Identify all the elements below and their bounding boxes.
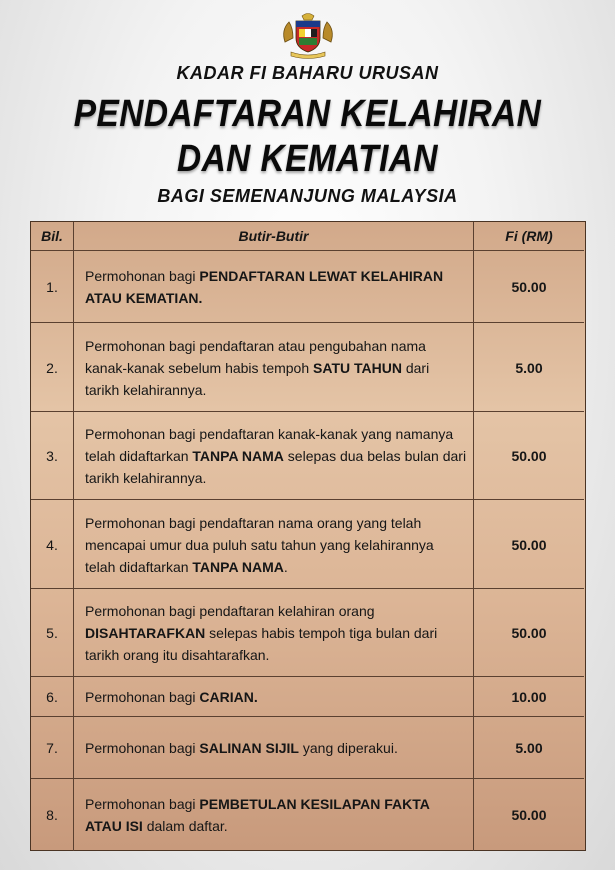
row-description [74, 412, 474, 500]
table-header-row [31, 222, 584, 250]
header-no: Bil. [31, 222, 74, 250]
row-description [74, 500, 474, 589]
title-line-3: DAN KEMATIAN [176, 138, 439, 180]
row-fee: 10.00 [511, 689, 547, 705]
description-text: Permohonan bagi [85, 689, 200, 705]
header-fee: Fi (RM) [505, 228, 553, 244]
row-number: 3. [31, 412, 74, 500]
description-emphasis: SATU TAHUN [313, 359, 402, 376]
row-description [74, 779, 474, 851]
description-text: Permohonan bagi pendaftaran nama orang yang telah mencapai umur dua puluh satu tahun yang kelahirannya telah didaftarkan [85, 514, 434, 575]
row-description [74, 717, 474, 779]
description-text: Permohonan bagi [85, 796, 200, 812]
row-fee: 5.00 [515, 740, 543, 756]
row-fee: 50.00 [511, 807, 547, 823]
description-text: yang diperakui. [299, 740, 398, 756]
row-description [74, 251, 474, 323]
table-row [31, 499, 584, 589]
row-number: 7. [31, 717, 74, 779]
row-number: 6. [31, 677, 74, 717]
title-line-4: BAGI SEMENANJUNG MALAYSIA [157, 186, 458, 206]
row-description [74, 323, 474, 412]
table-row [31, 676, 584, 717]
description-text: Permohonan bagi pendaftaran kelahiran orang [85, 603, 375, 619]
description-text: Permohonan bagi [85, 268, 200, 284]
description-text: dalam daftar. [142, 818, 228, 834]
description-emphasis: SALINAN SIJIL [199, 740, 299, 756]
row-fee: 50.00 [511, 625, 547, 641]
title-line-2: PENDAFTARAN KELAHIRAN [73, 93, 542, 135]
row-fee: 50.00 [511, 448, 547, 464]
coat-of-arms-icon [279, 12, 337, 60]
table-row [31, 322, 584, 412]
row-fee: 50.00 [511, 536, 547, 553]
row-description [74, 677, 474, 717]
description-text: . [283, 558, 288, 575]
row-number: 1. [31, 251, 74, 323]
description-emphasis: TANPA NAMA [192, 448, 284, 464]
row-description [74, 589, 474, 677]
row-number: 5. [31, 589, 74, 677]
table-row [31, 778, 584, 851]
description-text: dari tarikh kelahirannya. [85, 359, 430, 398]
row-number: 8. [31, 779, 74, 851]
description-text: selepas habis tempoh tiga bulan dari tarikh orang itu disahtarafkan. [85, 625, 438, 663]
description-text: selepas dua belas bulan dari tarikh kelahirannya. [85, 448, 467, 486]
table-row [31, 411, 584, 500]
fee-table [30, 221, 586, 851]
description-text: Permohonan bagi [85, 740, 200, 756]
description-emphasis: TANPA NAMA [192, 558, 284, 575]
description-text: Permohonan bagi pendaftaran kanak-kanak yang namanya telah didaftarkan [85, 426, 454, 464]
row-number: 4. [31, 500, 74, 589]
table-row [31, 250, 584, 323]
table-row [31, 588, 584, 677]
title-line-1: KADAR FI BAHARU URUSAN [176, 63, 439, 83]
description-text: Permohonan bagi pendaftaran atau pengubahan nama kanak-kanak sebelum habis tempoh [85, 337, 426, 376]
description-emphasis: DISAHTARAFKAN [85, 625, 206, 641]
row-number: 2. [31, 323, 74, 412]
description-emphasis: CARIAN. [199, 689, 258, 705]
row-fee: 50.00 [511, 279, 547, 295]
table-row [31, 716, 584, 779]
description-emphasis: PENDAFTARAN LEWAT KELAHIRAN ATAU KEMATIAN. [85, 268, 444, 306]
description-emphasis: PEMBETULAN KESILAPAN FAKTA ATAU ISI [85, 796, 430, 834]
header-desc: Butir-Butir [74, 222, 474, 250]
row-fee: 5.00 [515, 359, 543, 376]
